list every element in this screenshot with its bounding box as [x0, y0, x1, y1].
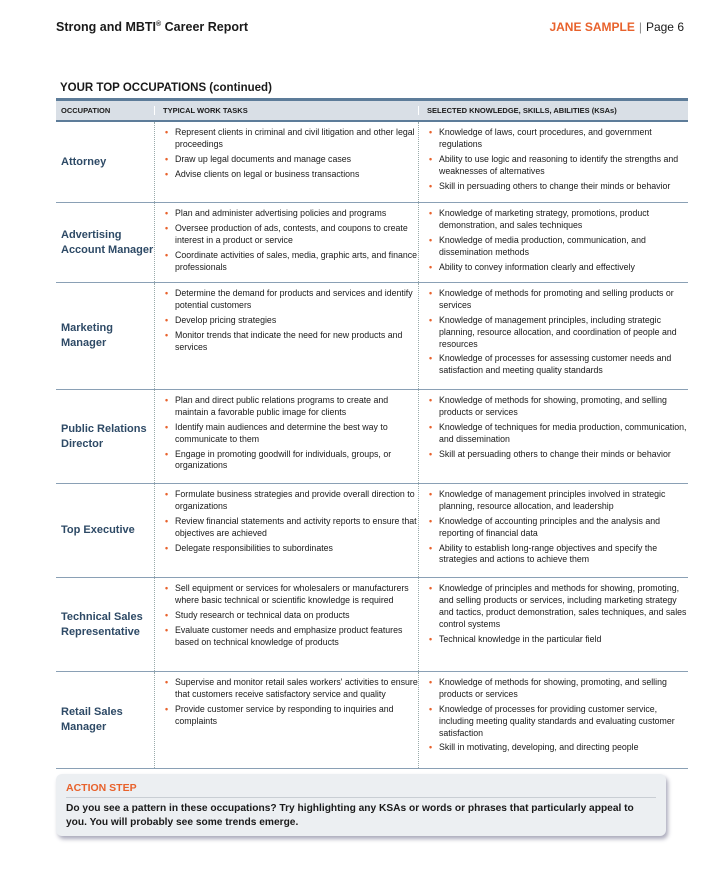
- work-tasks-cell: [154, 390, 418, 483]
- table-row: [56, 390, 688, 484]
- work-task-item: • Study research or technical data on products: [163, 610, 418, 622]
- column-header-tasks: TYPICAL WORK TASKS: [154, 106, 418, 115]
- ksa-item: • Knowledge of principles and methods for showing, promoting, and selling products or services, including marketing strategy and tactics, product demonstration, sales techniques, and sales control systems: [427, 583, 688, 631]
- table-body: [56, 122, 688, 769]
- work-task-item: • Delegate responsibilities to subordinates: [163, 543, 418, 555]
- action-step-text: Do you see a pattern in these occupations? Try highlighting any KSAs or words or phrases that particularly appeal to you. You will probably see some trends emerge.: [66, 803, 634, 828]
- ksas-list: [427, 208, 688, 273]
- work-tasks-list: [163, 395, 418, 472]
- ksas-cell: [418, 203, 688, 282]
- action-step-box: [56, 774, 666, 836]
- table-row: [56, 203, 688, 283]
- work-tasks-cell: [154, 672, 418, 768]
- ksa-item: • Knowledge of techniques for media production, communication, and dissemination: [427, 422, 688, 446]
- work-task-item: • Sell equipment or services for wholesalers or manufacturers where basic technical or scientific knowledge is required: [163, 583, 418, 607]
- ksa-item: • Skill at persuading others to change their minds or behavior: [427, 449, 688, 461]
- ksa-item: • Knowledge of marketing strategy, promotions, product demonstration, and sales techniques: [427, 208, 688, 232]
- ksa-item: • Knowledge of processes for providing customer service, including meeting quality standards and evaluating customer satisfaction: [427, 704, 688, 740]
- ksas-cell: [418, 283, 688, 389]
- ksa-item: • Knowledge of methods for showing, promoting, and selling products or services: [427, 677, 688, 701]
- ksas-cell: [418, 390, 688, 483]
- work-tasks-cell: [154, 283, 418, 389]
- work-tasks-list: [163, 288, 418, 353]
- table-row: [56, 122, 688, 203]
- work-task-item: • Supervise and monitor retail sales workers' activities to ensure that customers receive satisfactory service and quality: [163, 677, 418, 701]
- work-task-item: • Develop pricing strategies: [163, 315, 418, 327]
- table-row: [56, 283, 688, 390]
- work-tasks-cell: [154, 122, 418, 202]
- table-row: [56, 578, 688, 672]
- section-title: YOUR TOP OCCUPATIONS (continued): [60, 82, 272, 94]
- ksa-item: • Technical knowledge in the particular field: [427, 634, 688, 646]
- ksa-item: • Knowledge of methods for showing, promoting, and selling products or services: [427, 395, 688, 419]
- ksa-item: • Knowledge of laws, court procedures, and government regulations: [427, 127, 688, 151]
- work-task-item: • Evaluate customer needs and emphasize product features based on technical knowledge of products: [163, 625, 418, 649]
- ksa-item: • Knowledge of processes for assessing customer needs and satisfaction and meeting quality standards: [427, 353, 688, 377]
- work-tasks-list: [163, 583, 418, 648]
- work-tasks-cell: [154, 578, 418, 671]
- page-header-right: [549, 20, 684, 34]
- report-title: Strong and MBTI® Career Report: [56, 20, 249, 34]
- ksa-item: • Knowledge of management principles involved in strategic planning, resource allocation, and leadership: [427, 489, 688, 513]
- header-separator: |: [638, 20, 642, 34]
- work-tasks-cell: [154, 484, 418, 577]
- work-task-item: • Represent clients in criminal and civil litigation and other legal proceedings: [163, 127, 418, 151]
- ksa-item: • Ability to convey information clearly and effectively: [427, 262, 688, 274]
- work-task-item: • Provide customer service by responding to inquiries and complaints: [163, 704, 418, 728]
- work-task-item: • Advise clients on legal or business transactions: [163, 169, 418, 181]
- ksa-item: • Knowledge of media production, communication, and dissemination methods: [427, 235, 688, 259]
- work-tasks-cell: [154, 203, 418, 282]
- action-step-title: ACTION STEP: [66, 782, 656, 798]
- ksas-cell: [418, 672, 688, 768]
- work-tasks-list: [163, 208, 418, 273]
- work-task-item: • Monitor trends that indicate the need for new products and services: [163, 330, 418, 354]
- ksas-list: [427, 127, 688, 192]
- ksa-item: • Skill in motivating, developing, and directing people: [427, 742, 688, 754]
- ksas-list: [427, 395, 688, 460]
- ksas-cell: [418, 484, 688, 577]
- work-task-item: • Review financial statements and activity reports to ensure that objectives are achieved: [163, 516, 418, 540]
- occupation-name: Retail Sales Manager: [61, 706, 123, 733]
- ksas-list: [427, 677, 688, 754]
- client-name: JANE SAMPLE: [549, 20, 635, 34]
- occupation-name: Technical Sales Representative: [61, 610, 143, 638]
- ksas-list: [427, 489, 688, 566]
- ksa-item: • Knowledge of accounting principles and the analysis and reporting of financial data: [427, 516, 688, 540]
- work-tasks-list: [163, 127, 418, 181]
- ksas-cell: [418, 122, 688, 202]
- work-task-item: • Plan and administer advertising policies and programs: [163, 208, 418, 220]
- work-task-item: • Identify main audiences and determine the best way to communicate to them: [163, 422, 418, 446]
- work-task-item: • Coordinate activities of sales, media, graphic arts, and finance professionals: [163, 250, 418, 274]
- ksa-item: • Ability to establish long-range objectives and specify the strategies and actions to achieve them: [427, 543, 688, 567]
- occupations-table: [56, 98, 688, 769]
- page-number: Page 6: [645, 20, 684, 34]
- occupation-name: Attorney: [61, 155, 107, 168]
- ksa-item: • Ability to use logic and reasoning to identify the strengths and weaknesses of alternatives: [427, 154, 688, 178]
- ksa-item: • Knowledge of methods for promoting and selling products or services: [427, 288, 688, 312]
- occupation-name: Public Relations Director: [61, 422, 147, 450]
- table-row: [56, 672, 688, 769]
- work-task-item: • Draw up legal documents and manage cases: [163, 154, 418, 166]
- table-header: [56, 98, 688, 122]
- ksas-cell: [418, 578, 688, 671]
- work-task-item: • Engage in promoting goodwill for individuals, groups, or organizations: [163, 449, 418, 473]
- occupation-name: Advertising Account Manager: [61, 228, 154, 256]
- table-row: [56, 484, 688, 578]
- work-task-item: • Determine the demand for products and services and identify potential customers: [163, 288, 418, 312]
- ksas-list: [427, 583, 688, 645]
- occupation-name: Marketing Manager: [61, 322, 113, 349]
- work-task-item: • Formulate business strategies and provide overall direction to organizations: [163, 489, 418, 513]
- work-task-item: • Plan and direct public relations programs to create and maintain a favorable public image for clients: [163, 395, 418, 419]
- occupation-name: Top Executive: [61, 524, 135, 537]
- column-header-occupation: OCCUPATION: [61, 106, 111, 115]
- work-task-item: • Oversee production of ads, contests, and coupons to create interest in a product or service: [163, 223, 418, 247]
- ksas-list: [427, 288, 688, 377]
- work-tasks-list: [163, 677, 418, 728]
- ksa-item: • Knowledge of management principles, including strategic planning, resource allocation, and coordination of people and resources: [427, 315, 688, 351]
- ksa-item: • Skill in persuading others to change their minds or behavior: [427, 181, 688, 193]
- column-header-ksas: SELECTED KNOWLEDGE, SKILLS, ABILITIES (KSAs): [418, 106, 688, 115]
- work-tasks-list: [163, 489, 418, 554]
